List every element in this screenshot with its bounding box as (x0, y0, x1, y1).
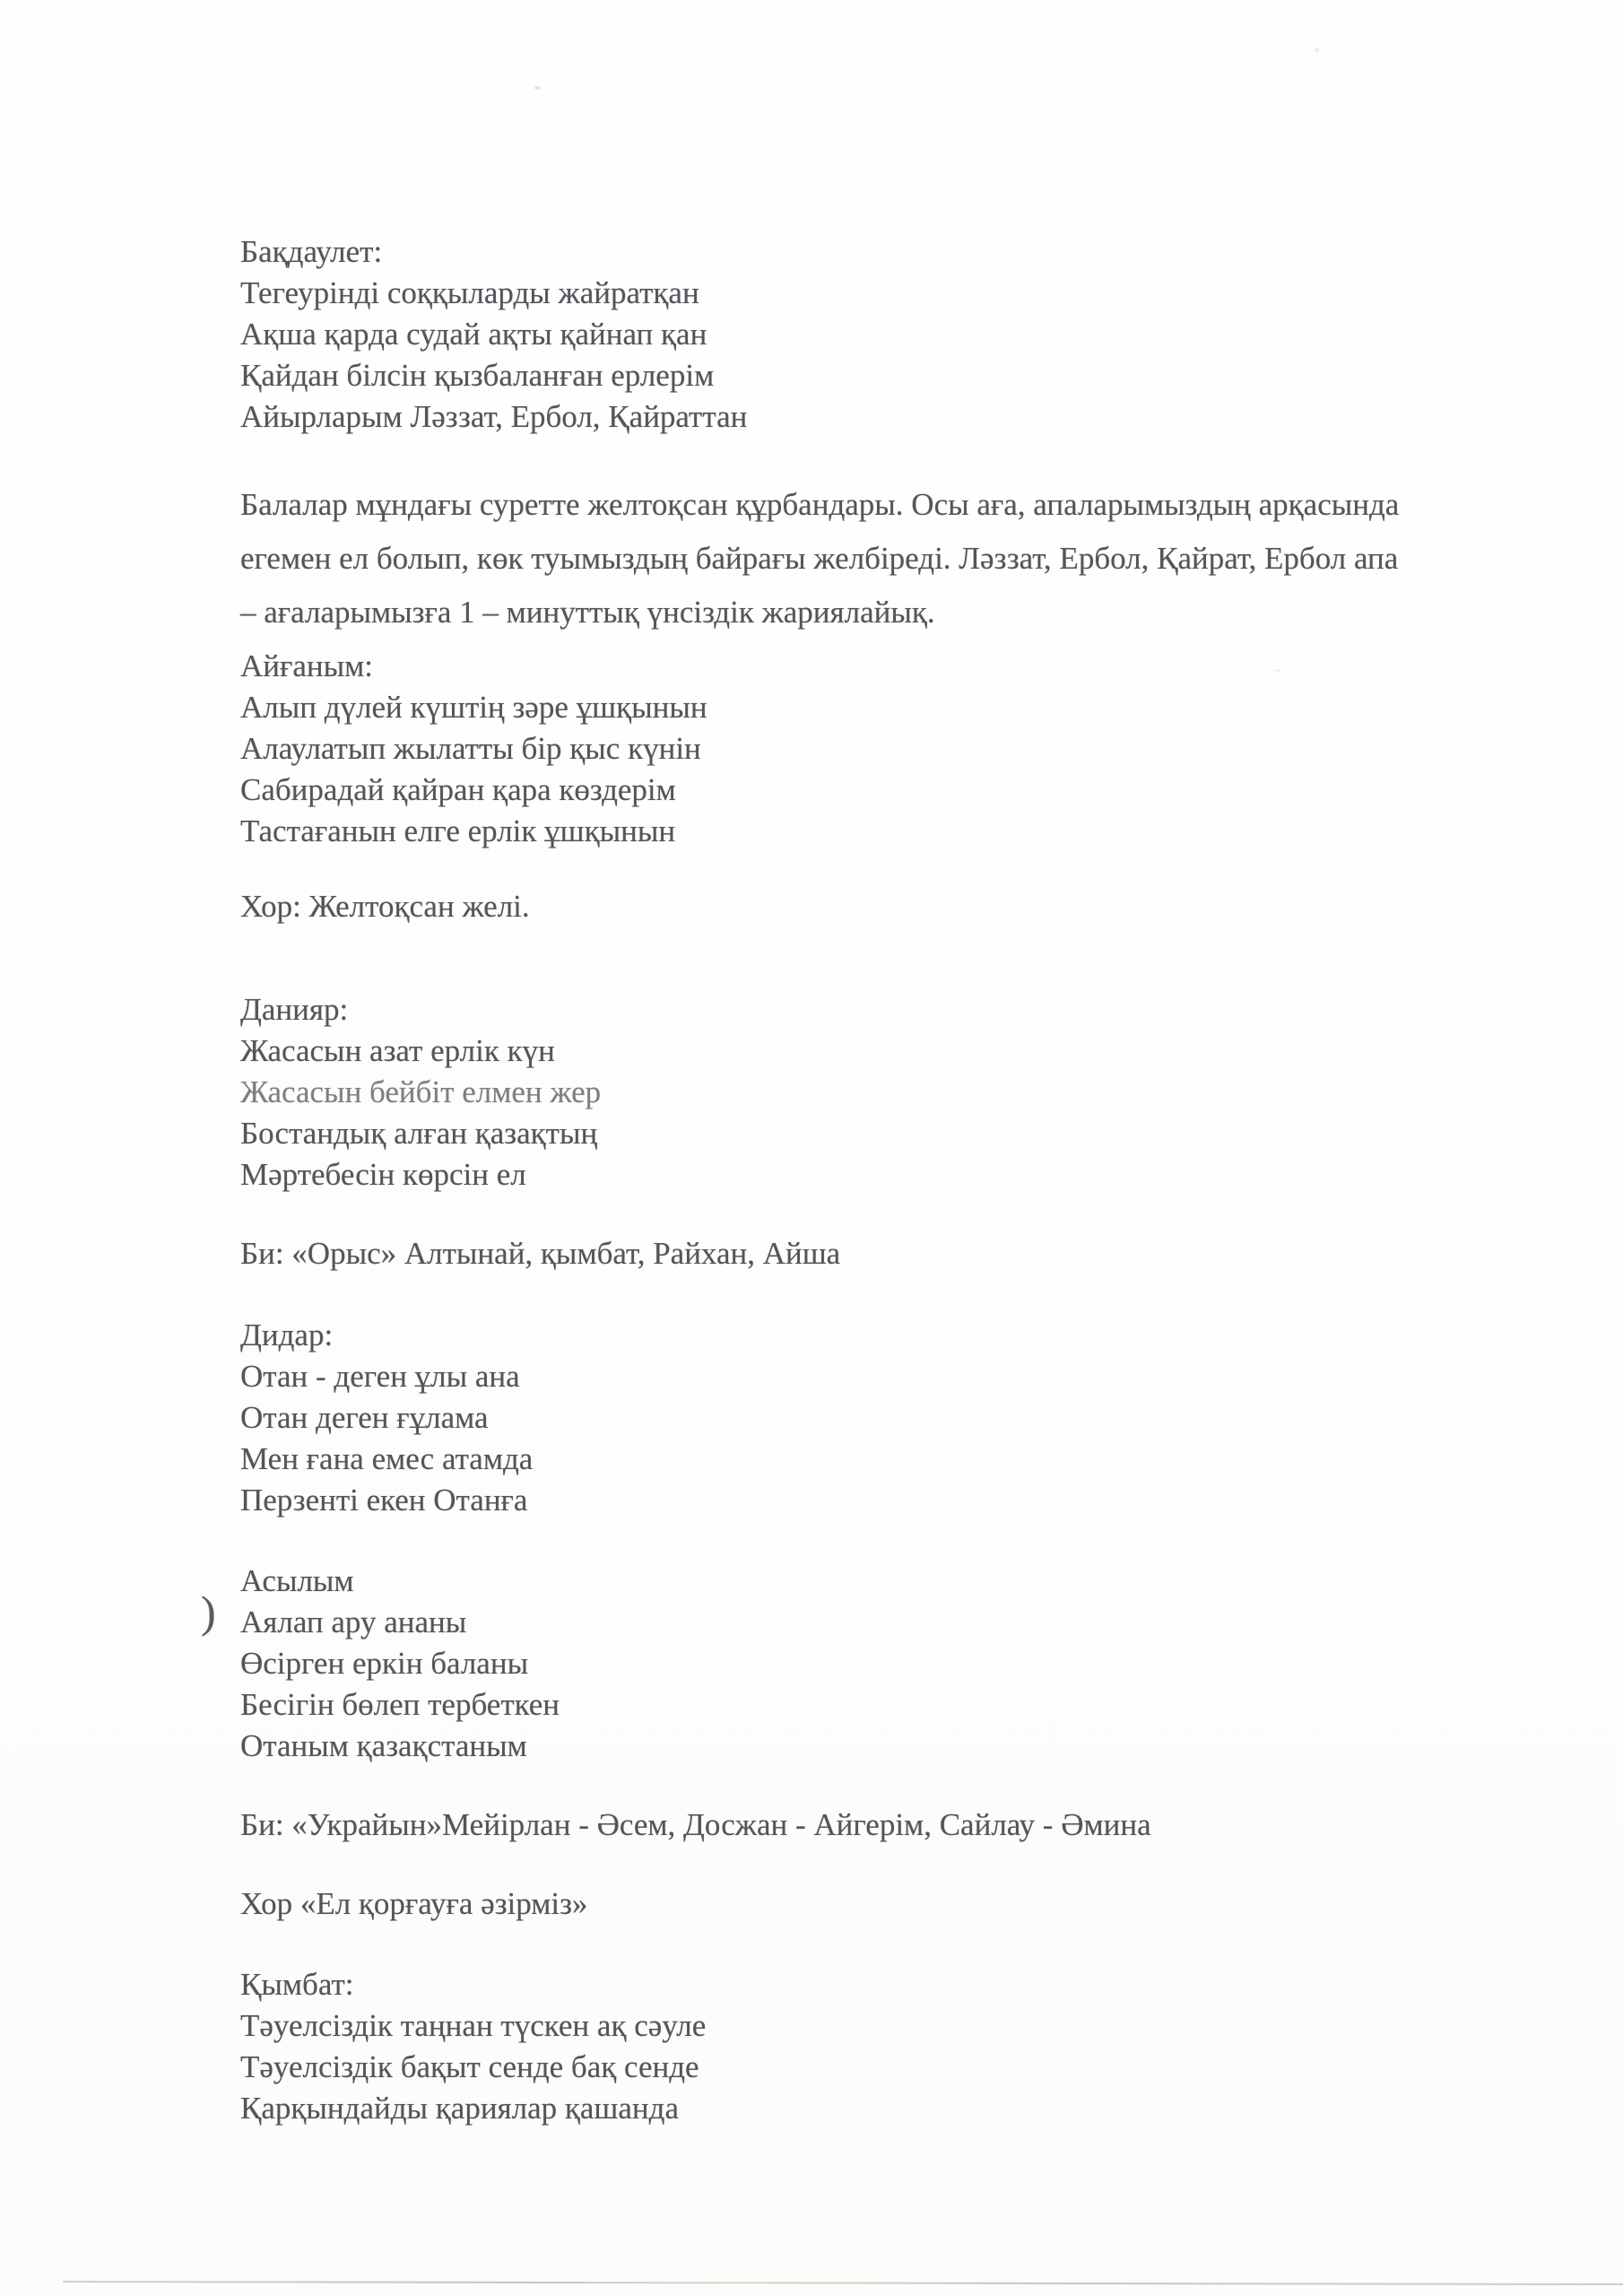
verse-line: Жасасын азат ерлік күн (240, 1033, 555, 1068)
verse-line: Тәуелсіздік таңнан түскен ақ сәуле (240, 2008, 707, 2043)
chorus-line-zheltoksan (240, 886, 530, 927)
verse-line: Отан деген ғұлама (240, 1400, 489, 1435)
speaker-name: Айғаным: (240, 648, 374, 683)
verse-line: Мәртебесін көрсін ел (240, 1157, 526, 1192)
verse-line: Тастағанын елге ерлік ұшқынын (240, 813, 676, 848)
verse-line: Қайдан білсін қызбаланған ерлерім (240, 358, 715, 393)
verse-line: Перзенті екен Отанға (240, 1483, 528, 1518)
verse-block-kymbat (240, 1964, 706, 2129)
scan-speck (534, 86, 541, 90)
verse-line: Ақша қарда судай ақты қайнап қан (240, 317, 707, 352)
speaker-name: Асылым (240, 1563, 354, 1598)
verse-block-bakdaulet (240, 231, 747, 438)
verse-block-asylym (240, 1561, 560, 1767)
stage-direction: Хор «Ел қорғауға әзірміз» (240, 1886, 588, 1921)
verse-line: Отан - деген ұлы ана (240, 1359, 520, 1394)
verse-line: Сабирадай қайран қара көздерім (240, 772, 676, 807)
verse-line: Тәуелсіздік бақыт сенде бақ сенде (240, 2049, 699, 2084)
margin-mark: ) (201, 1587, 216, 1637)
verse-line: Алаулатып жылатты бір қыс күнін (240, 731, 701, 766)
verse-line: Алып дүлей күштің зәре ұшқынын (240, 690, 707, 725)
speaker-name: Қымбат: (240, 1967, 354, 2002)
verse-block-daniyar (240, 989, 601, 1196)
stage-direction: Хор: Желтоқсан желі. (240, 889, 530, 924)
scan-speck (1315, 48, 1319, 52)
verse-line: Тегеурінді соққыларды жайратқан (240, 275, 699, 310)
scan-speck (1275, 669, 1280, 672)
dance-line-orys (240, 1233, 840, 1274)
verse-line: Өсірген еркін баланы (240, 1646, 529, 1681)
narration-line: – ағаларымызға 1 – минуттық үнсіздік жариялайық. (240, 595, 935, 630)
narration-paragraph (240, 478, 1399, 639)
speaker-name: Данияр: (240, 992, 349, 1027)
dance-line-ukrayn (240, 1805, 1151, 1846)
stage-direction: Би: «Украйын»Мейірлан - Әсем, Досжан - Айгерім, Сайлау - Әмина (240, 1807, 1151, 1842)
verse-line: Отаным қазақстаным (240, 1728, 527, 1763)
stage-direction: Би: «Орыс» Алтынай, қымбат, Райхан, Айша (240, 1236, 841, 1271)
narration-line: егемен ел болып, көк туымыздың байрағы желбіреді. Ләззат, Ербол, Қайрат, Ербол апа (240, 541, 1399, 576)
verse-line: Жасасын бейбіт елмен жер (240, 1074, 602, 1109)
chorus-line-el-korgauga (240, 1883, 587, 1925)
verse-block-didar (240, 1315, 533, 1521)
verse-line: Бостандық алған қазақтың (240, 1116, 598, 1151)
narration-line: Балалар мұндағы суретте желтоқсан құрбандары. Осы аға, апаларымыздың арқасында (240, 487, 1400, 522)
verse-line: Аялап ару ананы (240, 1605, 467, 1639)
verse-line: Қарқындайды қариялар қашанда (240, 2091, 679, 2126)
verse-line: Мен ғана емес атамда (240, 1441, 534, 1476)
scan-edge-line (63, 2281, 1623, 2285)
speaker-name: Дидар: (240, 1318, 334, 1352)
verse-block-aiganym (240, 646, 707, 852)
verse-line: Бесігін бөлеп тербеткен (240, 1687, 560, 1722)
speaker-name: Бақдаулет: (240, 234, 383, 269)
verse-line: Айырларым Ләззат, Ербол, Қайраттан (240, 399, 748, 434)
